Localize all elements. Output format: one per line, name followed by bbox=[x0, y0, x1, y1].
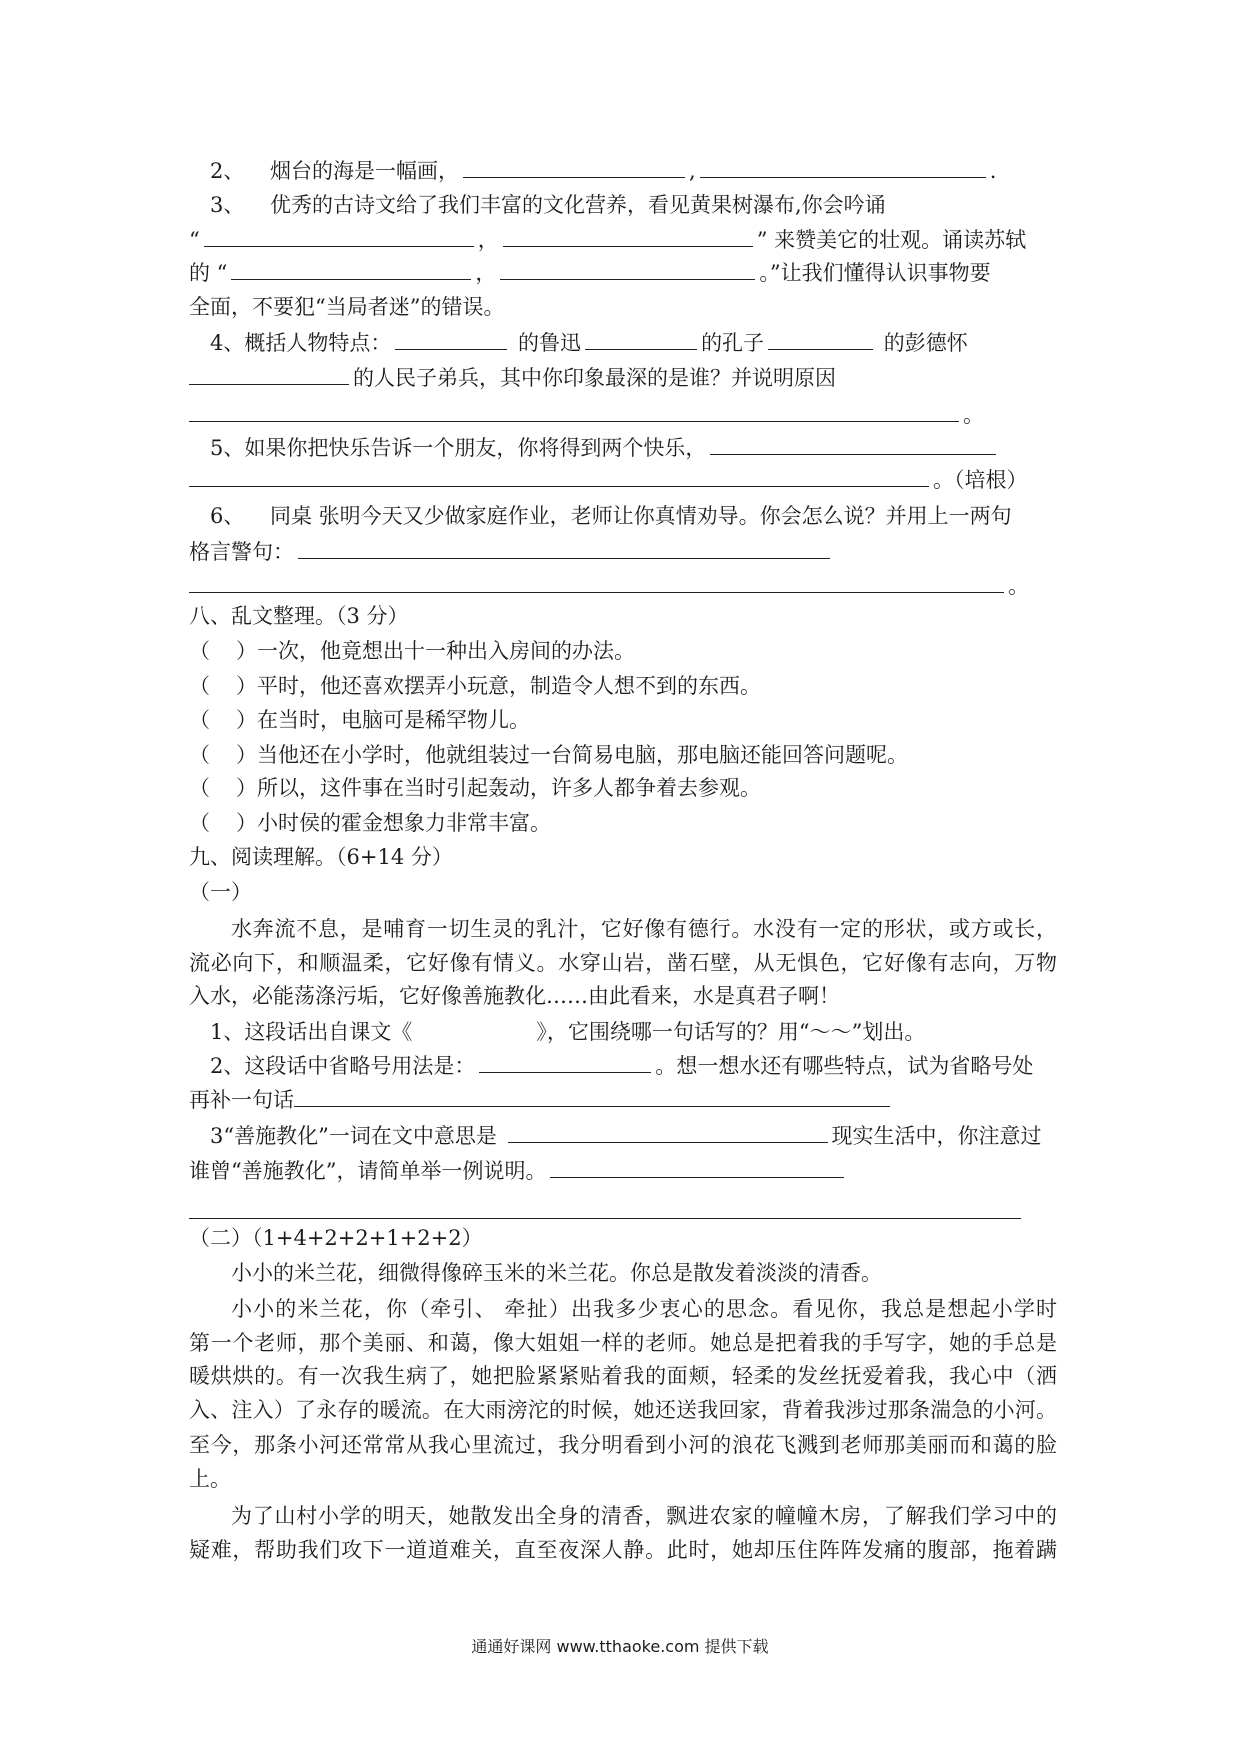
q4-blank-1 bbox=[395, 329, 507, 350]
part2-passage-line-8: 为了山村小学的明天，她散发出全身的清香，飘进农家的幢幢木房，了解我们学习中的 bbox=[231, 1504, 1057, 1528]
item-text: 在当时，电脑可是稀罕物儿。 bbox=[257, 708, 530, 732]
part1-q2-line2-text: 再补一句话 bbox=[189, 1088, 294, 1112]
part1-q2-end: 。想一想水还有哪些特点，试为省略号处 bbox=[655, 1054, 1034, 1078]
q3-line-2 bbox=[189, 225, 1057, 255]
bracket-close: ） bbox=[236, 743, 257, 767]
q3-line3-comma: ， bbox=[475, 261, 497, 285]
q4-line-2 bbox=[189, 363, 1057, 393]
q4-blank-4 bbox=[189, 364, 349, 385]
q4-person-2: 的孔子 bbox=[701, 331, 765, 355]
bracket-open: （ bbox=[189, 639, 210, 663]
part1-passage-line-1: 水奔流不息，是哺育一切生灵的乳汁，它好像有德行。水没有一定的形状，或方或长， bbox=[231, 917, 1057, 941]
q6-line-2 bbox=[189, 537, 1057, 567]
q3-line-3 bbox=[189, 258, 1057, 288]
section8-item-1 bbox=[189, 636, 1057, 666]
q4-blank-2 bbox=[585, 329, 697, 350]
item-text: 当他还在小学时，他就组装过一台简易电脑，那电脑还能回答问题呢。 bbox=[257, 743, 908, 767]
part2-passage-line-5: 入、注入）了永存的暖流。在大雨滂沱的时候，她还送我回家，背着我涉过那条湍急的小河。 bbox=[189, 1398, 1057, 1422]
q4-end: 。 bbox=[963, 403, 984, 427]
part1-q1-start: 1、这段话出自课文《 bbox=[210, 1020, 413, 1044]
section9-title: 九、阅读理解。（6+14 分） bbox=[189, 845, 453, 869]
part1-passage-line-2: 流必向下，和顺温柔，它好像有情义。水穿山岩，凿石壁，从无惧色，它好像有志向，万物 bbox=[189, 951, 1057, 975]
bracket-open: （ bbox=[189, 708, 210, 732]
part1-q2-line-2 bbox=[189, 1085, 1057, 1115]
q5-blank-1 bbox=[710, 434, 996, 455]
q5-line-1 bbox=[189, 433, 1057, 463]
bracket-open: （ bbox=[189, 776, 210, 800]
q3-line3-end: 。”让我们懂得认识事物要 bbox=[759, 261, 991, 285]
bracket-open: （ bbox=[189, 743, 210, 767]
part1-q1-end: 》，它围绕哪一句话写的？用“～～”划出。 bbox=[536, 1020, 926, 1044]
part1-q3-end: 现实生活中，你注意过 bbox=[831, 1124, 1042, 1148]
page-footer: 通通好课网 www.tthaoke.com 提供下载 bbox=[471, 1637, 769, 1656]
section8-item-5 bbox=[189, 773, 1057, 803]
q5-text: 5、如果你把快乐告诉一个朋友，你将得到两个快乐， bbox=[210, 436, 707, 460]
part2-passage-line-4: 暖烘烘的。有一次我生病了，她把脸紧紧贴着我的面颊，轻柔的发丝抚爱着我，我心中（洒 bbox=[189, 1364, 1057, 1388]
q3-line4-text: 全面，不要犯“当局者迷”的错误。 bbox=[189, 295, 505, 319]
bracket-close: ） bbox=[236, 776, 257, 800]
q6-label: 格言警句： bbox=[189, 540, 294, 564]
q3-blank-4 bbox=[500, 259, 755, 280]
part2-passage-line-2: 小小的米兰花，你（牵引、 牵扯）出我多少衷心的思念。看见你，我总是想起小学时 bbox=[231, 1297, 1057, 1321]
q3-blank-2 bbox=[503, 226, 753, 247]
q4-answer-blank bbox=[189, 401, 959, 422]
bracket-open: （ bbox=[189, 674, 210, 698]
item-text: 所以，这件事在当时引起轰动，许多人都争着去参观。 bbox=[257, 776, 761, 800]
part1-q3-blank-2 bbox=[550, 1157, 844, 1178]
q2-end: . bbox=[989, 159, 997, 183]
part1-q3-start: 3“善施教化”一词在文中意思是 bbox=[210, 1124, 504, 1148]
q3-line-4 bbox=[189, 292, 1057, 322]
q3-blank-3 bbox=[231, 259, 471, 280]
part1-q3-blank-3 bbox=[189, 1198, 1021, 1219]
q6-blank-2 bbox=[189, 572, 1004, 593]
part1-title: （一） bbox=[189, 880, 252, 904]
q4-person-1: 的鲁迅 bbox=[511, 331, 582, 355]
q3-blank-1 bbox=[204, 226, 474, 247]
q4-line-3 bbox=[189, 400, 1057, 430]
part1-q2-blank-2 bbox=[294, 1086, 890, 1107]
part1-q3-line-2 bbox=[189, 1156, 1057, 1186]
q2-text: 烟台的海是一幅画， bbox=[270, 159, 459, 183]
bracket-close: ） bbox=[236, 811, 257, 835]
q2-comma: , bbox=[689, 159, 696, 183]
q3-open-quote: “ bbox=[189, 228, 200, 252]
item-text: 平时，他还喜欢摆弄小玩意，制造令人想不到的东西。 bbox=[257, 674, 761, 698]
part2-passage-line-7: 上。 bbox=[189, 1467, 231, 1491]
part1-passage-line-3: 入水，必能荡涤污垢，它好像善施教化……由此看来，水是真君子啊！ bbox=[189, 984, 840, 1008]
q3-line3-start: 的 “ bbox=[189, 261, 228, 285]
part1-q2-start: 2、这段话中省略号用法是： bbox=[210, 1054, 476, 1078]
part1-q3-blank-1 bbox=[508, 1122, 828, 1143]
q6-blank-1 bbox=[298, 538, 830, 559]
q5-end: 。（培根） bbox=[933, 468, 1028, 492]
part2-passage-line-9: 疑难，帮助我们攻下一道道难关，直至夜深人静。此时，她却压住阵阵发痛的腹部，拖着蹒 bbox=[189, 1538, 1057, 1562]
section8-item-4 bbox=[189, 740, 1057, 770]
part1-q2-line-1 bbox=[189, 1051, 1057, 1081]
section8-item-2 bbox=[189, 671, 1057, 701]
part1-q3-line2-text: 谁曾“善施教化”，请简单举一例说明。 bbox=[189, 1159, 547, 1183]
section8-title: 八、乱文整理。（3 分） bbox=[189, 604, 409, 628]
q2-blank-1 bbox=[463, 157, 685, 178]
q6-text: 同桌 张明今天又少做家庭作业，老师让你真情劝导。你会怎么说？并用上一两句 bbox=[270, 504, 1012, 528]
q3-text: 优秀的古诗文给了我们丰富的文化营养，看见黄果树瀑布,你会吟诵 bbox=[270, 193, 886, 217]
q4-prefix: 4、概括人物特点： bbox=[210, 331, 392, 355]
part2-passage-line-3: 第一个老师，那个美丽、和蔼，像大姐姐一样的老师。她总是把着我的手写字，她的手总是 bbox=[189, 1331, 1057, 1355]
q3-line-1 bbox=[189, 190, 1057, 220]
item-text: 一次，他竟想出十一种出入房间的办法。 bbox=[257, 639, 635, 663]
q6-line-3 bbox=[189, 571, 1057, 601]
q6-end: 。 bbox=[1008, 574, 1029, 598]
item-text: 小时侯的霍金想象力非常丰富。 bbox=[257, 811, 551, 835]
q6-number: 6、 bbox=[210, 504, 245, 528]
q4-line2-text: 的人民子弟兵，其中你印象最深的是谁？并说明原因 bbox=[353, 366, 836, 390]
q5-blank-2 bbox=[189, 466, 929, 487]
q2-blank-2 bbox=[700, 157, 986, 178]
q4-person-3: 的彭德怀 bbox=[877, 331, 968, 355]
q2-line bbox=[189, 156, 1057, 186]
bracket-close: ） bbox=[236, 639, 257, 663]
part1-q1 bbox=[189, 1017, 1057, 1047]
part2-passage-line-1: 小小的米兰花，细微得像碎玉米的米兰花。你总是散发着淡淡的清香。 bbox=[231, 1261, 882, 1285]
part1-q3-line-1 bbox=[189, 1121, 1057, 1151]
q6-line-1 bbox=[189, 501, 1057, 531]
part2-passage-line-6: 至今，那条小河还常常从我心里流过，我分明看到小河的浪花飞溅到老师那美丽而和蔼的脸 bbox=[189, 1433, 1057, 1457]
q4-blank-3 bbox=[768, 329, 873, 350]
q3-line2-end: ” 来赞美它的壮观。诵读苏轼 bbox=[756, 228, 1027, 252]
bracket-open: （ bbox=[189, 811, 210, 835]
q3-number: 3、 bbox=[210, 193, 245, 217]
bracket-close: ） bbox=[236, 708, 257, 732]
bracket-close: ） bbox=[236, 674, 257, 698]
q3-comma: ， bbox=[477, 228, 499, 252]
q4-line-1 bbox=[189, 328, 1057, 358]
part1-q2-blank-1 bbox=[479, 1052, 651, 1073]
section8-item-6 bbox=[189, 808, 1057, 838]
q5-line-2 bbox=[189, 465, 1057, 495]
part2-title: （二）（1+4+2+2+1+2+2） bbox=[189, 1226, 483, 1250]
q2-number: 2、 bbox=[210, 159, 245, 183]
section8-item-3 bbox=[189, 705, 1057, 735]
